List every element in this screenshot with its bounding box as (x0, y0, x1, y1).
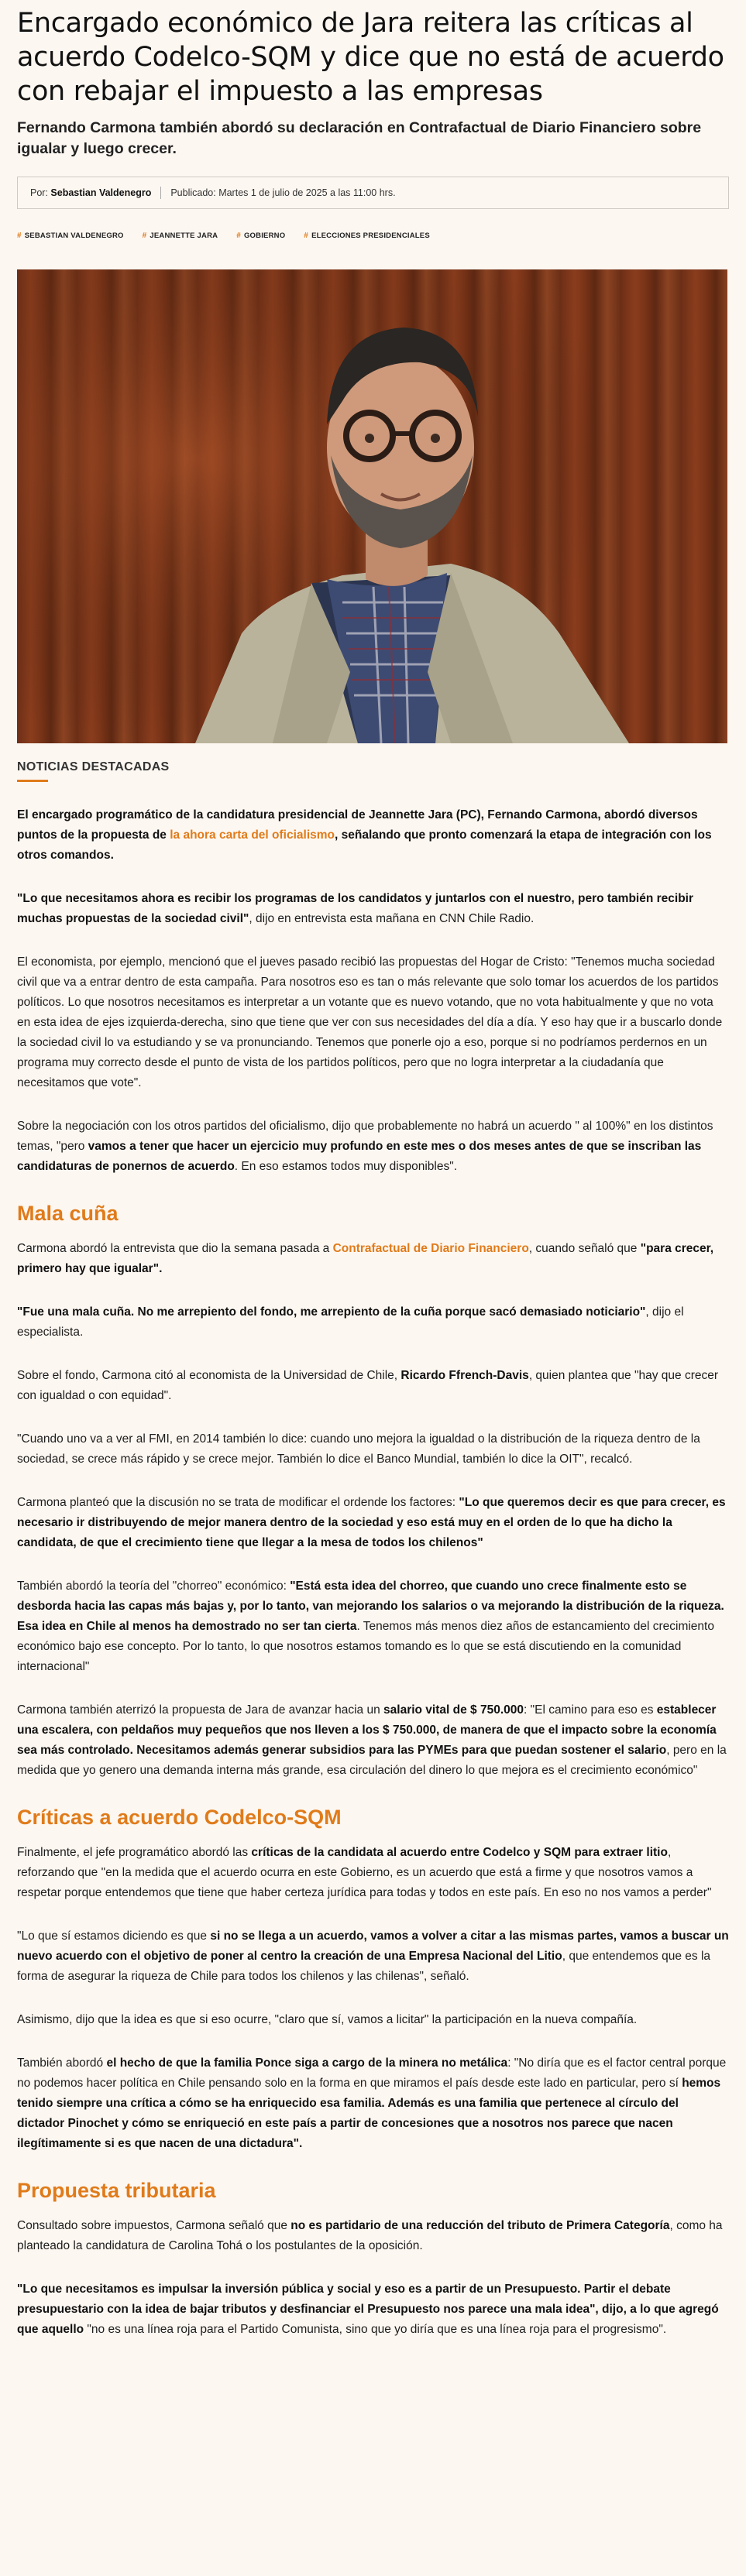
bold-text: no es partidario de una reducción del tributo de Primera Categoría (290, 2219, 670, 2232)
text-span: "no es una línea roja para el Partido Comunista, sino que yo diría que es una línea roja para el progresismo". (84, 2323, 667, 2336)
paragraph: El economista, por ejemplo, mencionó que el jueves pasado recibió las propuestas del Hogar de Cristo: "Tenemos mucha sociedad civil que va a entrar dentro de esta campaña. Para nosotros eso es tan o más relevante que solo tomar los acuerdos de los partidos políticos. Lo que nosotros necesitamos es interpretar a un votante que es nuevo votando, que no vota habitualmente y que no vota en esta idea de ejes izquierda-derecha, sino que tiene que ver con sus necesidades del día a día. Y eso hay que ir a buscarlo donde la sociedad civil lo va estudiando y se va pronunciando. Tenemos que ponerle ojo a eso, porque si no podríamos perdernos en un programa muy correcto desde el punto de vista de los partidos políticos, pero que no logra interpretar a la ciudadanía que necesitamos que vote". (17, 955, 723, 1089)
byline-author[interactable]: Sebastian Valdenegro (50, 187, 152, 198)
bold-name: Ricardo Ffrench-Davis (401, 1369, 529, 1382)
paragraph (17, 2053, 729, 2154)
tag-item[interactable] (143, 232, 218, 240)
text-span: , reforzando que "en la medida que el acuerdo ocurra en este Gobierno, es un acuerdo que está a firme y que nosotros vamos a respetar porque entendemos que tiene que haber certeza jurídica para todas y todos en este país. En eso no nos vamos a perder" (17, 1846, 712, 1899)
paragraph (17, 1239, 729, 1279)
paragraph (17, 1926, 729, 1987)
article-body (17, 805, 729, 2340)
text-span: Carmona abordó la entrevista que dio la semana pasada a (17, 1242, 333, 1255)
tag-item[interactable] (304, 232, 430, 240)
tag-label: ELECCIONES PRESIDENCIALES (311, 231, 430, 240)
tag-item[interactable] (236, 232, 285, 240)
bold-quote: "Está esta idea del chorreo, que cuando uno crece finalmente esto se desborda hacia las capas más bajas y, por lo tanto, van mejorando los salarios o va mejorando la distribución de la riqueza. Esa idea en Chile al menos ha demostrado no ser tan cierta (17, 1580, 724, 1633)
bold-quote: vamos a tener que hacer un ejercicio muy profundo en este mes o dos meses antes de que se inscriban las candidaturas de ponernos de acuerdo (17, 1140, 702, 1173)
tag-item[interactable] (17, 232, 124, 240)
paragraph (17, 1576, 729, 1677)
bold-quote: "Lo que necesitamos ahora es recibir los programas de los candidatos y juntarlos con el nuestro, pero también recibir muchas propuestas de la sociedad civil" (17, 892, 694, 925)
paragraph: Asimismo, dijo que la idea es que si eso ocurre, "claro que sí, vamos a licitar" la participación en la nueva compañía. (17, 2013, 638, 2026)
text-span: Carmona también aterrizó la propuesta de Jara de avanzar hacia un (17, 1703, 384, 1717)
text-span: , pero en la medida que yo genero una demanda interna más grande, esa circulación del dinero lo que mejora es el crecimiento económico" (17, 1744, 727, 1777)
inline-link[interactable]: la ahora carta del oficialismo (170, 828, 335, 842)
text-span: Consultado sobre impuestos, Carmona señaló que (17, 2219, 291, 2232)
byline-author-wrap (30, 187, 151, 198)
lead-text (17, 808, 712, 862)
hero-photo (17, 269, 727, 743)
text-span: Sobre la negociación con los otros partidos del oficialismo, dijo que probablemente no habrá un acuerdo " al 100%" en los distintos temas, "pero (17, 1120, 713, 1153)
section-heading: Críticas a acuerdo Codelco-SQM (17, 1806, 342, 1829)
paragraph (17, 1366, 729, 1406)
bold-quote: "para crecer, primero hay que igualar". (17, 1242, 714, 1275)
bold-quote: "Lo que queremos decir es que para crecer, es necesario ir distribuyendo de mejor manera dentro de la sociedad y eso está muy en el orden de lo que ha dicho la candidata, de que el crecimiento tiene que llegar a la mesa de todos los chilenos" (17, 1496, 726, 1549)
text-span: El encargado programático de la candidatura presidencial de Jeannette Jara (PC), Fernando Carmona, abordó diversos puntos de la propuesta de (17, 808, 698, 842)
paragraph (17, 1843, 729, 1903)
text-span: , quien plantea que "hay que crecer con igualdad o con equidad". (17, 1369, 719, 1402)
paragraph (17, 2216, 729, 2256)
text-span: : "El camino para eso es (523, 1703, 657, 1717)
byline-published: Publicado: Martes 1 de julio de 2025 a las 11:00 hrs. (170, 187, 396, 198)
headline: Encargado económico de Jara reitera las críticas al acuerdo Codelco-SQM y dice que no está de acuerdo con rebajar el impuesto a las empresas (17, 8, 724, 107)
byline-by-label: Por: (30, 187, 48, 198)
tag-label: JEANNETTE JARA (150, 231, 218, 240)
paragraph (17, 1493, 729, 1553)
paragraph (17, 1116, 729, 1177)
bold-text: críticas de la candidata al acuerdo entre Codelco y SQM para extraer litio (251, 1846, 668, 1859)
text-span: : "No diría que es el factor central porque no podemos hacer política en Chile pensando solo en la forma en que miramos el país desde este lado en particular, pero sí (17, 2056, 727, 2090)
paragraph (17, 889, 729, 929)
text-span: Carmona planteó que la discusión no se trata de modificar el ordende los factores: (17, 1496, 459, 1509)
text-span: , que entendemos que es la forma de asegurar la riqueza de Chile para todos los chilenos y las chilenas", señaló. (17, 1950, 711, 1983)
text-span: , como ha planteado la candidatura de Carolina Tohá o los postulantes de la oposición. (17, 2219, 723, 2252)
bold-quote: hemos tenido siempre una crítica a cómo se ha enriquecido esa familia. Además es una familia que pertenece al círculo del dictador Pinochet y cómo se enriqueció en este país a partir de concesiones que a nosotros nos parece que nacen ilegítimamente si es que nacen de una dictadura". (17, 2077, 721, 2150)
section-label-underline (17, 780, 48, 782)
paragraph (17, 1302, 729, 1343)
text-span: , cuando señaló que (528, 1242, 641, 1255)
section-heading: Mala cuña (17, 1202, 119, 1225)
tag-label: GOBIERNO (243, 231, 286, 240)
tag-list (17, 228, 729, 243)
bold-text: el hecho de que la familia Ponce siga a cargo de la minera no metálica (106, 2056, 508, 2070)
text-span: . Tenemos más menos diez años de estancamiento del crecimiento económico bajo ese concepto. Por lo tanto, lo que nosotros estamos tomando es lo que se está discutiendo en la comunidad internacional" (17, 1620, 714, 1673)
bold-quote: "Fue una mala cuña. No me arrepiento del fondo, me arrepiento de la cuña porque sacó demasiado noticiario" (17, 1305, 646, 1319)
text-span: También abordó la teoría del "chorreo" económico: (17, 1580, 290, 1593)
section-label: NOTICIAS DESTACADAS (17, 760, 170, 773)
bold-quote: "Lo que necesitamos es impulsar la inversión pública y social y eso es a partir de un Presupuesto. Partir el debate presupuestario con la idea de bajar tributos y desfinanciar el Presupuesto nos parece una mala idea", dijo, a lo que agregó que aquello (17, 2283, 719, 2336)
bold-quote: establecer una escalera, con peldaños muy pequeños que nos lleven a los $ 750.000, de manera de que el impacto sobre la economía sea más controlado. Necesitamos además generar subsidios para las PYMEs para que puedan sostener el salario (17, 1703, 717, 1757)
text-span: Sobre el fondo, Carmona citó al economista de la Universidad de Chile, (17, 1369, 401, 1382)
text-span: , dijo el especialista. (17, 1305, 684, 1339)
text-span: , dijo en entrevista esta mañana en CNN Chile Radio. (249, 912, 535, 925)
paragraph (17, 1700, 729, 1781)
portrait-illustration (17, 269, 727, 743)
paragraph (17, 2279, 729, 2340)
tag-hash-icon: # (17, 231, 22, 240)
bold-text: salario vital de $ 750.000 (383, 1703, 524, 1717)
text-span: , señalando que pronto comenzará la etapa de integración con los otros comandos. (17, 828, 712, 862)
tag-hash-icon: # (142, 231, 147, 240)
text-span: Finalmente, el jefe programático abordó las (17, 1846, 252, 1859)
bold-quote: si no se llega a un acuerdo, vamos a volver a citar a las mismas partes, vamos a buscar un nuevo acuerdo con el objetivo de poner al centro la creación de una Empresa Nacional del Litio (17, 1929, 729, 1963)
subheadline: Fernando Carmona también abordó su declaración en Contrafactual de Diario Financiero sobre igualar y luego crecer. (17, 119, 702, 157)
byline-divider (160, 187, 161, 199)
paragraph: "Cuando uno va a ver al FMI, en 2014 también lo dice: cuando uno mejora la igualdad o la distribución de la riqueza dentro de la sociedad, se crece más rápido y se crece mejor. También lo dice el Banco Mundial, también lo dice la OIT", recalcó. (17, 1432, 700, 1466)
tag-hash-icon: # (304, 231, 309, 240)
paragraph (17, 805, 729, 866)
inline-link[interactable]: Contrafactual de Diario Financiero (332, 1242, 529, 1255)
text-span: "Lo que sí estamos diciendo es que (17, 1929, 211, 1943)
section-heading: Propuesta tributaria (17, 2179, 216, 2202)
tag-hash-icon: # (236, 231, 241, 240)
byline-box (17, 177, 729, 209)
text-span: . En eso estamos todos muy disponibles". (234, 1160, 458, 1173)
text-span: También abordó (17, 2056, 107, 2070)
tag-label: SEBASTIAN VALDENEGRO (24, 231, 124, 240)
